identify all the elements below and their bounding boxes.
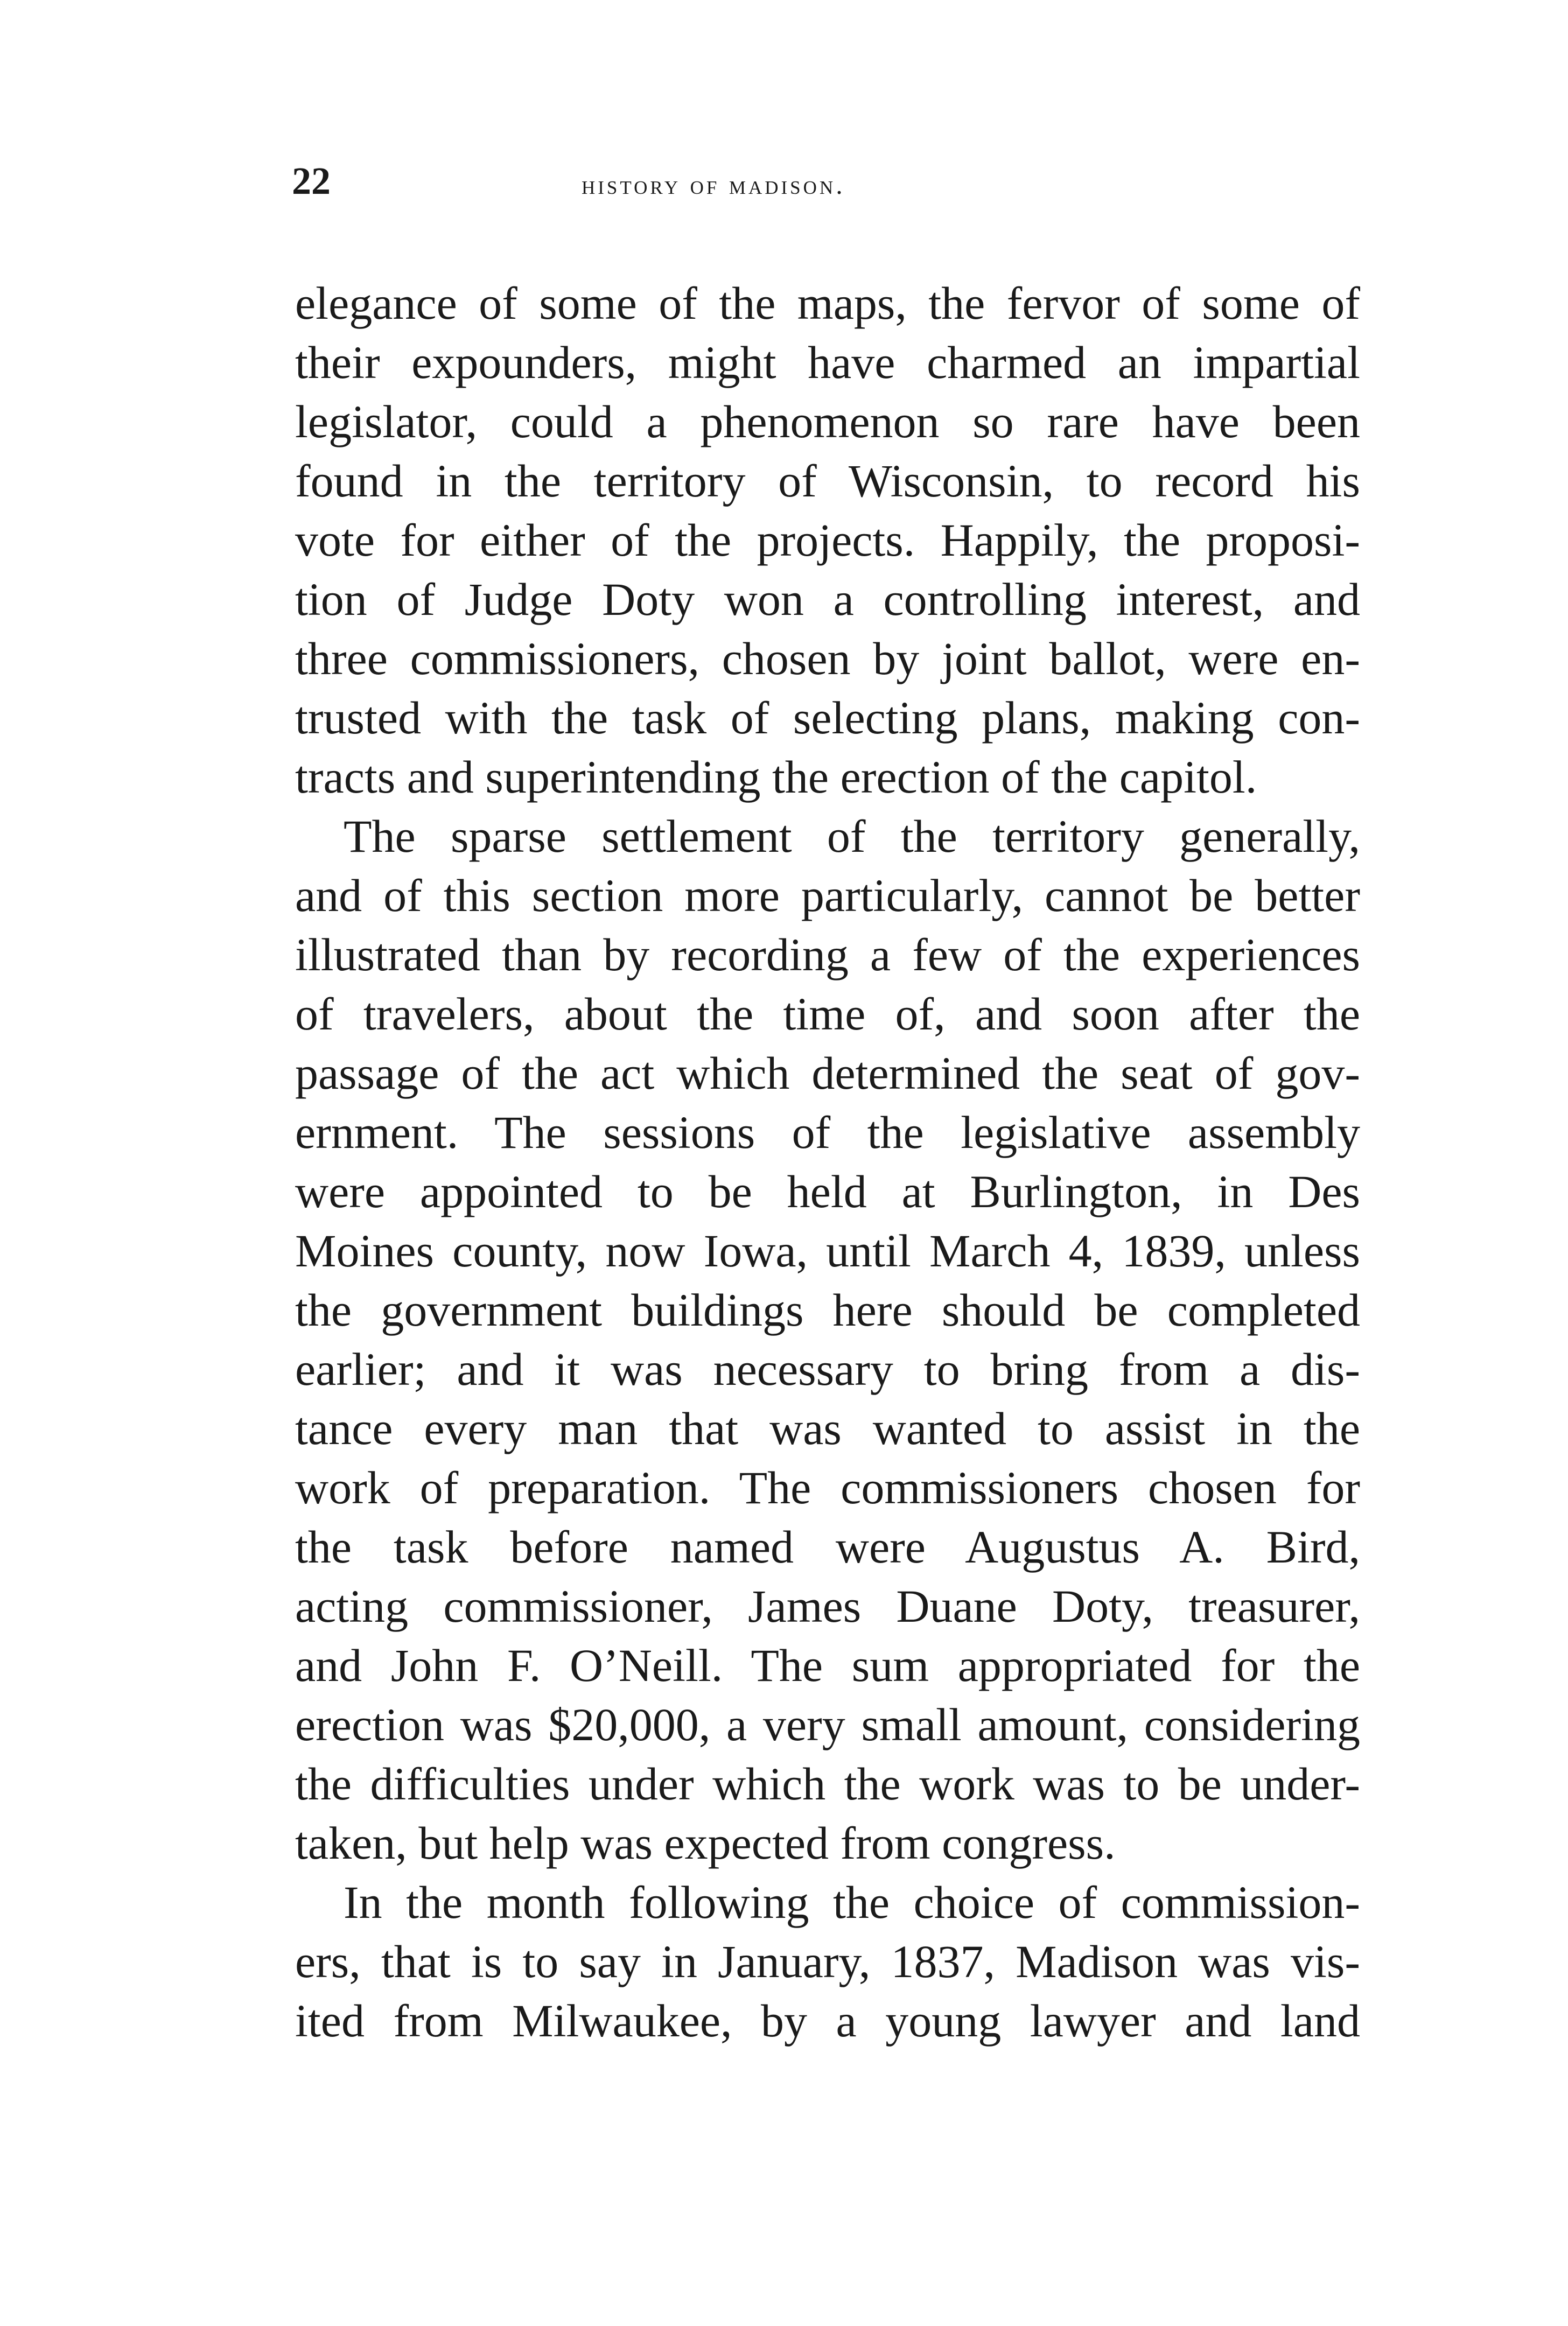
paragraph-1: [295, 274, 1360, 807]
text-line: the government buildings here should be completed: [295, 1284, 1360, 1336]
text-line: acting commissioner, James Duane Doty, treasurer,: [295, 1580, 1360, 1632]
text-line: vote for either of the projects. Happily, the proposi-: [295, 514, 1360, 566]
text-line: taken, but help was expected from congress.: [295, 1817, 1116, 1869]
text-line: earlier; and it was necessary to bring from a dis-: [295, 1343, 1360, 1395]
text-line: illustrated than by recording a few of the experiences: [295, 929, 1360, 980]
text-line: and John F. O’Neill. The sum appropriated for the: [295, 1640, 1360, 1691]
paragraph-2: [295, 807, 1360, 1873]
text-line: their expounders, might have charmed an impartial: [295, 337, 1360, 388]
text-line: tion of Judge Doty won a controlling interest, and: [295, 573, 1360, 625]
page-number: 22: [292, 159, 331, 202]
text-line: elegance of some of the maps, the fervor of some of: [295, 277, 1360, 329]
text-line: Moines county, now Iowa, until March 4, 1839, unless: [295, 1225, 1360, 1277]
text-line: and of this section more particularly, cannot be better: [295, 870, 1360, 921]
text-line: found in the territory of Wisconsin, to record his: [295, 455, 1360, 507]
text-line: legislator, could a phenomenon so rare have been: [295, 396, 1360, 447]
running-title: history of madison.: [582, 170, 845, 200]
text-line: tance every man that was wanted to assist in the: [295, 1403, 1360, 1454]
text-line: the difficulties under which the work was to be under-: [295, 1758, 1360, 1810]
text-line: the task before named were Augustus A. Bird,: [295, 1521, 1360, 1573]
text-line: passage of the act which determined the seat of gov-: [295, 1047, 1360, 1099]
text-line: erection was $20,000, a very small amount, considering: [295, 1699, 1360, 1750]
text-line: ers, that is to say in January, 1837, Madison was vis-: [295, 1936, 1360, 1987]
text-line: were appointed to be held at Burlington, in Des: [295, 1166, 1360, 1217]
text-line: three commissioners, chosen by joint ballot, were en-: [295, 633, 1360, 684]
text-line: ited from Milwaukee, by a young lawyer and land: [295, 1995, 1360, 2047]
text-line: work of preparation. The commissioners chosen for: [295, 1462, 1360, 1514]
text-line: In the month following the choice of commission-: [344, 1876, 1360, 1928]
text-line: ernment. The sessions of the legislative assembly: [295, 1106, 1360, 1158]
text-line: of travelers, about the time of, and soon after the: [295, 988, 1360, 1040]
body-text: [295, 274, 1360, 2050]
text-line: trusted with the task of selecting plans, making con-: [295, 692, 1360, 744]
text-line: The sparse settlement of the territory generally,: [344, 810, 1360, 862]
paragraph-3: [295, 1873, 1360, 2050]
text-line: tracts and superintending the erection of the capitol.: [295, 751, 1257, 803]
